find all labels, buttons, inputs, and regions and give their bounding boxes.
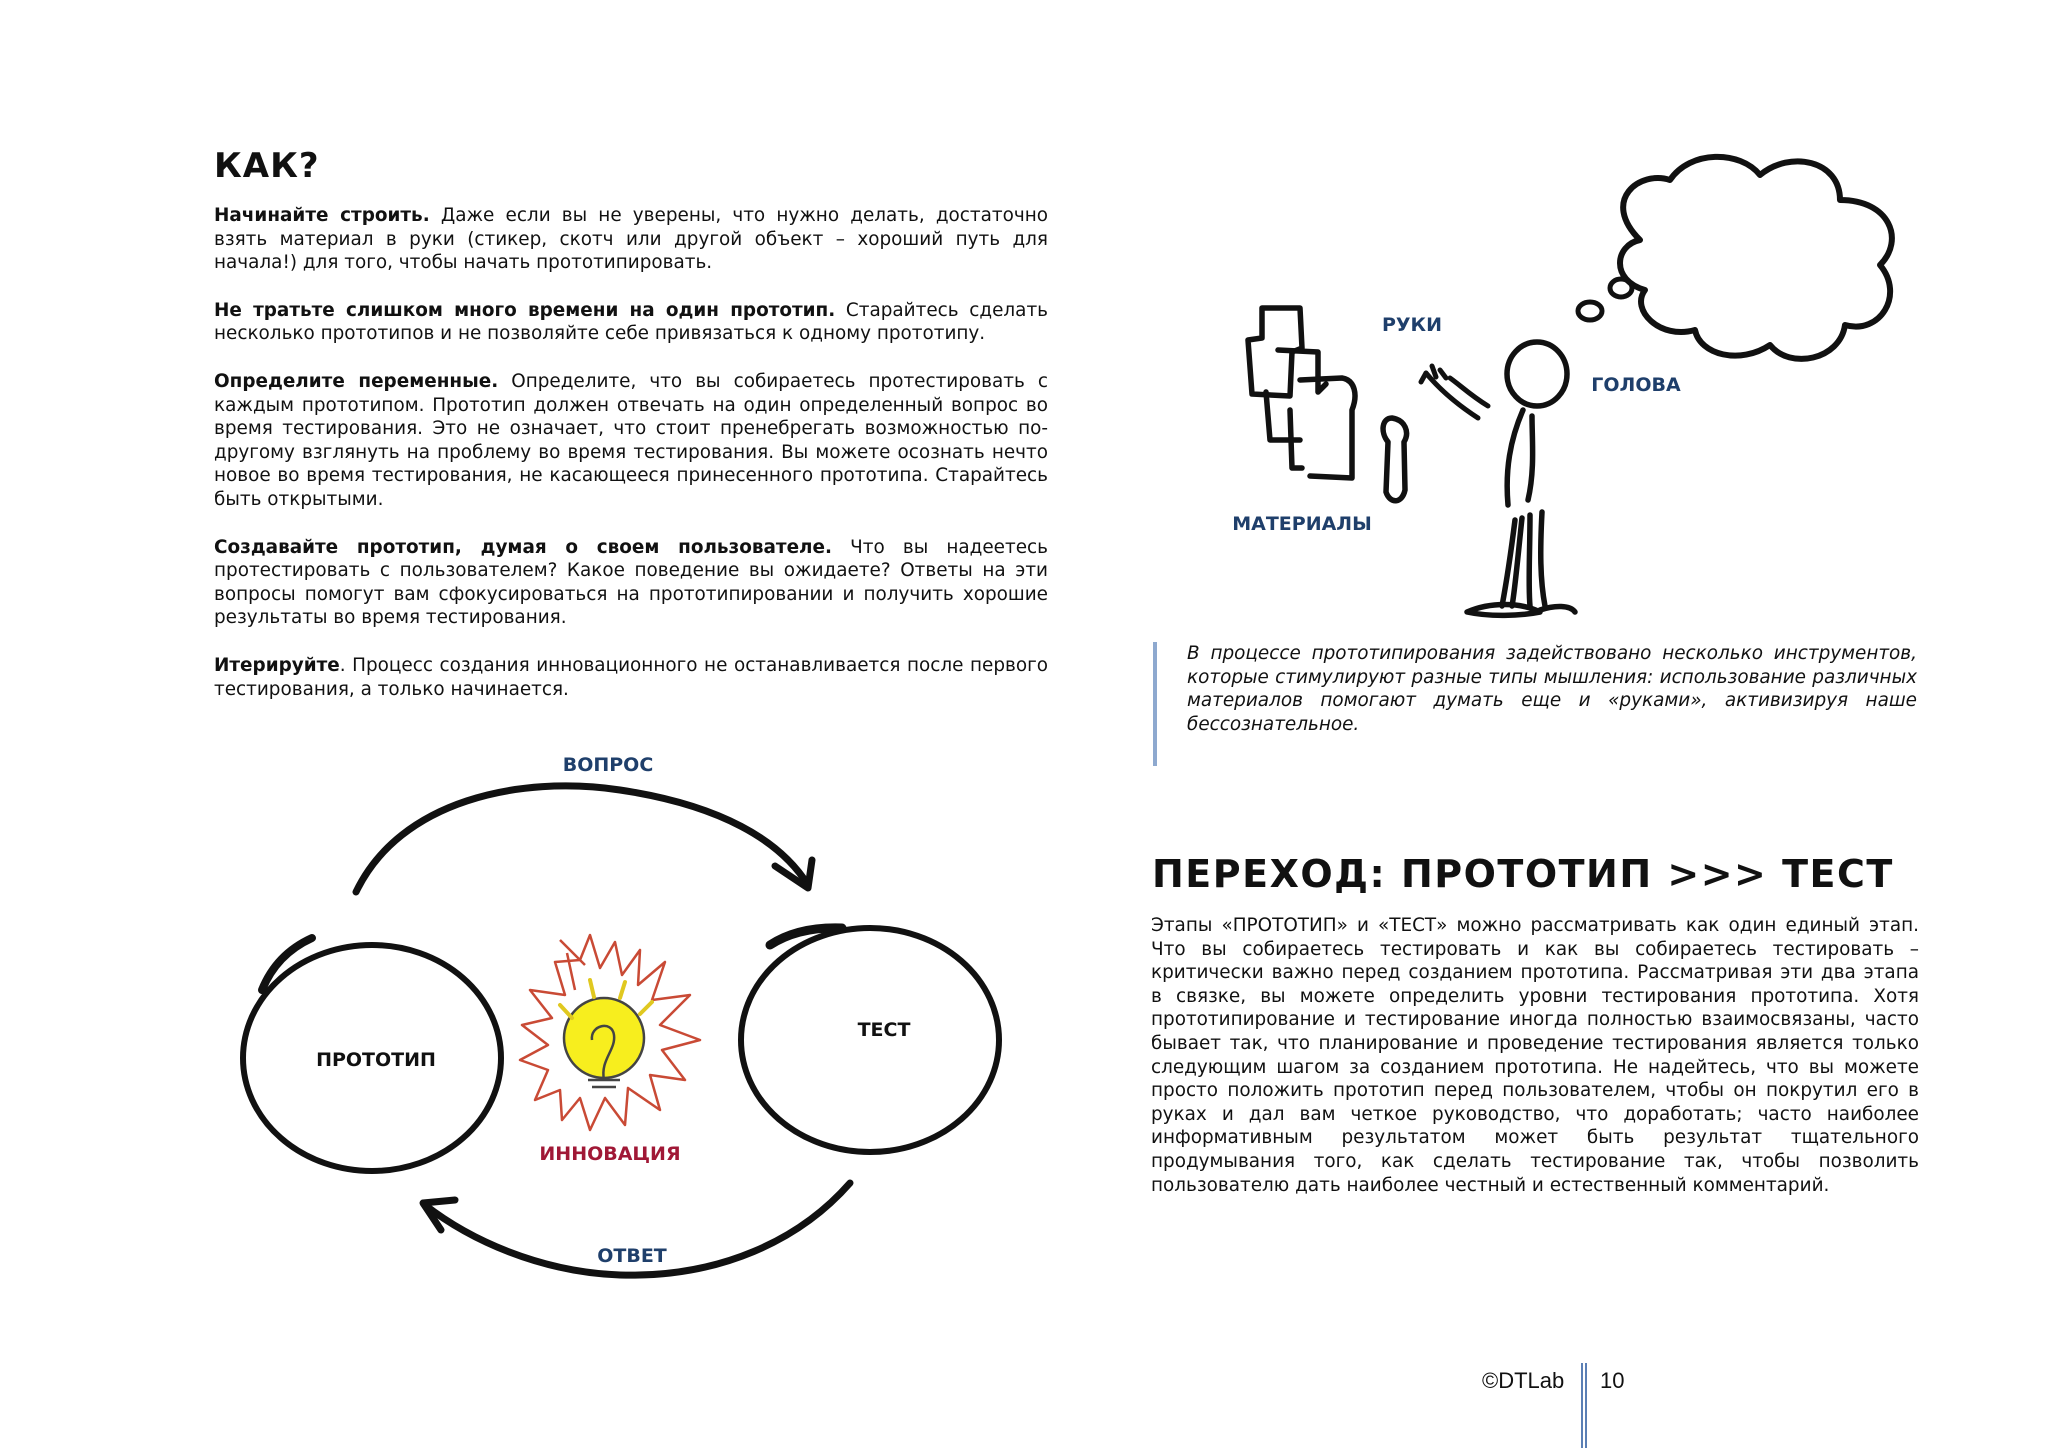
footer-copyright: ©DTLab xyxy=(1482,1368,1565,1393)
paragraph-lead: Начинайте строить. xyxy=(214,205,430,226)
materials-icon xyxy=(1248,308,1407,501)
hands-label: РУКИ xyxy=(1381,314,1443,336)
innovation-label: ИННОВАЦИЯ xyxy=(539,1143,681,1165)
footer-divider xyxy=(1581,1363,1587,1448)
thought-bubble-icon xyxy=(1610,279,1632,297)
paragraph-lead: Не тратьте слишком много времени на один прототип. xyxy=(214,299,836,321)
thought-bubble-icon xyxy=(1578,302,1602,320)
section-heading-transition: ПЕРЕХОД: ПРОТОТИП >>> ТЕСТ xyxy=(1152,852,1894,896)
paragraph-body: Старайтесь сделать несколько прототипов и не позволяйте себе привязаться к одному прототипу. xyxy=(214,299,1048,345)
materials-label: МАТЕРИАЛЫ xyxy=(1232,513,1372,535)
paragraph-lead: Итерируйте xyxy=(214,654,340,676)
paragraph-lead: Создавайте прототип, думая о своем пользователе. xyxy=(214,536,832,558)
answer-label: ОТВЕТ xyxy=(597,1245,667,1267)
paragraph-body: Определите, что вы собираетесь протестировать с каждым прототипом. Прототип должен отвечать на один определенный вопрос во время тестирования. Это не означает, что стоит пренебрегать возможностью по-другому взглянуть на проблему во время тестирования. Вы можете осознать нечто новое во время тестирования, не касающееся принесенного прототипа. Старайтесь быть открытыми. xyxy=(214,370,1048,510)
quote-block xyxy=(1153,642,1917,766)
right-text-column xyxy=(1151,914,1919,1197)
hand-icon xyxy=(1421,366,1488,418)
test-label: ТЕСТ xyxy=(857,1019,911,1041)
paragraph-body: . Процесс создания инновационного не останавливается после первого тестирования, а только начинается. xyxy=(214,654,1048,700)
paragraph-body: Даже если вы не уверены, что нужно делать, достаточно взять материал в руки (стикер, скотч или другой объект – хороший путь для начала!) для того, чтобы начать прототипировать. xyxy=(214,205,1049,274)
paragraph-lead: Определите переменные. xyxy=(214,370,499,392)
head-label: ГОЛОВА xyxy=(1591,374,1681,396)
transition-paragraph: Этапы «ПРОТОТИП» и «ТЕСТ» можно рассматривать как один единый этап. Что вы собираетесь тестировать и как вы собираетесь тестировать – критически важно перед созданием прототипа. Рассматривая эти два этапа в связке, вы можете определить уровни тестирования прототипа. Хотя прототипирование и тестирование иногда полностью взаимосвязаны, часто бывает так, что планирование и проведение тестирования является только следующим шагом за созданием прототипа. Не надейтесь, что вы можете просто положить прототип перед пользователем, чтобы он покрутил его в руках и дал вам четкое руководство, что доработать; часто наиболее информативным результатом может быть результат тщательного продумывания того, как сделать тестирование так, чтобы позволить пользователю дать наиболее честный и естественный комментарий. xyxy=(1151,915,1919,1196)
question-label: ВОПРОС xyxy=(562,754,654,776)
thought-cloud-icon xyxy=(1620,157,1892,359)
page-number: 10 xyxy=(1600,1368,1625,1393)
person-icon xyxy=(1467,342,1575,615)
paragraph-body: Что вы надеетесь протестировать с пользователем? Какое поведение вы ожидаете? Ответы на эти вопросы помогут вам сфокусироваться на прототипировании и получить хорошие результаты во время тестирования. xyxy=(214,536,1048,629)
prototype-label: ПРОТОТИП xyxy=(316,1049,436,1071)
quote-text: В процессе прототипирования задействовано несколько инструментов, которые стимулируют разные типы мышления: использование различных материалов помогают думать еще и «руками», активизируя наше бессознательное. xyxy=(1187,643,1917,735)
section-heading-how: КАК? xyxy=(214,146,320,186)
